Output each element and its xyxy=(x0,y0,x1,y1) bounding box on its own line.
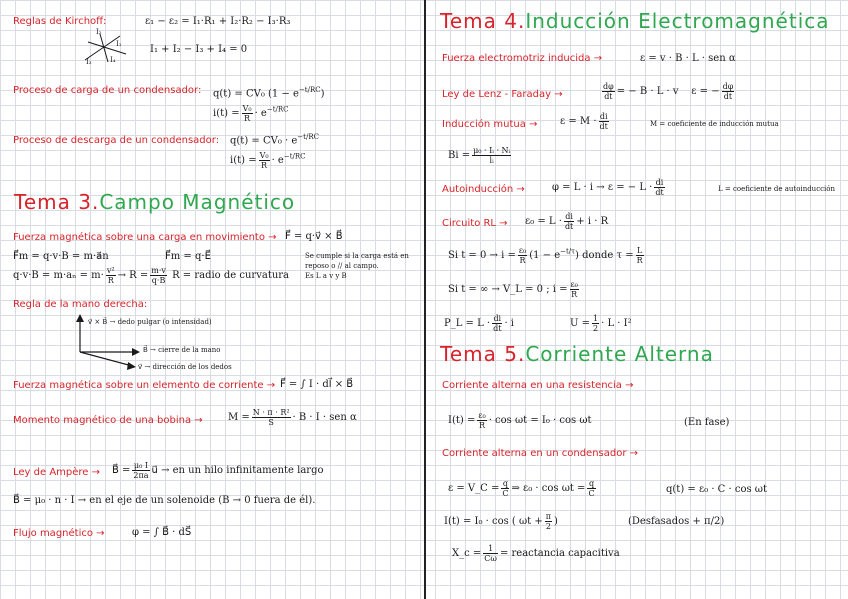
momento-eq: M = $\frac{\text{N · π · R²}}{S}$ · B · I · sen α xyxy=(228,408,357,427)
mutua-note: M = coeficiente de inducción mutua xyxy=(650,120,779,128)
fm-eq1: F⃗m = q·v·B = m·a⃗n xyxy=(13,251,109,262)
carga-q: q(t) = CV₀ $(1 - e^{-t/RC})$ xyxy=(213,86,325,100)
tema3-title: Tema 3.Campo Magnético xyxy=(14,190,296,214)
flujo-eq: φ = ∫ B⃗ · dS⃗ xyxy=(132,527,192,538)
fuerza-carga-label: Fuerza magnética sobre una carga en movimiento → xyxy=(13,232,277,243)
mano-f: v⃗ × B⃗ → dedo pulgar (o intensidad) xyxy=(88,318,212,326)
cond-eq: ε = V_C = $\frac{q}{C}$ ⇒ ε₀ · cos ωt = $\frac{q}{C}$ xyxy=(448,479,595,498)
node-label-i1: I₁ xyxy=(116,40,122,48)
rl-label: Circuito RL → xyxy=(442,218,508,229)
rl-eq: ε₀ = L · $\frac{di}{dt}$ + i · R xyxy=(525,212,609,231)
fem-label: Fuerza electromotriz inducida → xyxy=(442,53,603,64)
pl-eq: P_L = L · $\frac{di}{dt}$ · i xyxy=(444,314,515,333)
carga-label: Proceso de carga de un condensador: xyxy=(13,85,202,96)
node-label-i2: I₂ xyxy=(96,28,102,36)
auto-eq: φ = L · i → ε = − L · $\frac{di}{dt}$ xyxy=(552,178,664,197)
res-note: (En fase) xyxy=(684,417,730,428)
fuerza-corriente-eq: F⃗ = ∫ I · dl⃗ × B⃗ xyxy=(280,379,354,390)
it-eq: I(t) = I₀ · cos ( ωt + $\frac{\pi}{2}$ ) xyxy=(444,512,558,531)
bi-eq: Bi = $\frac{\text{μ₀ · Iᵢ · Nᵢ}}{\text{lᵢ}}$ xyxy=(448,146,511,165)
fuerza-corriente-label: Fuerza magnética sobre un elemento de corriente → xyxy=(13,380,276,391)
node-label-i4: I₄ xyxy=(110,56,116,64)
note-line2: reposo o // al campo. xyxy=(305,262,379,270)
res-label: Corriente alterna en una resistencia → xyxy=(442,380,634,391)
cond-label: Corriente alterna en un condensador → xyxy=(442,448,639,459)
auto-label: Autoinducción → xyxy=(442,184,525,195)
node-label-i3: I₃ xyxy=(86,58,92,66)
lenz-label: Ley de Lenz - Faraday → xyxy=(442,89,563,100)
xc-eq: X_c = $\frac{1}{C\omega}$ = reactancia capacitiva xyxy=(452,544,620,563)
auto-note: L = coeficiente de autoinducción xyxy=(718,185,835,193)
kirchhoff-eq1: ε₁ − ε₂ = I₁·R₁ + I₂·R₂ − I₃·R₃ xyxy=(145,16,291,27)
ampere-eq: B⃗ = $\frac{\text{μ₀ I}}{2\pi a}$ u⃗ → en un hilo infinitamente largo xyxy=(112,461,324,480)
mano-b: B⃗ → cierre de la mano xyxy=(143,346,221,354)
tema5-title: Tema 5.Corriente Alterna xyxy=(440,342,714,366)
kirchhoff-eq2: I₁ + I₂ − I₃ + I₄ = 0 xyxy=(150,44,248,55)
fem-eq: ε = v · B · L · sen α xyxy=(640,53,736,64)
it-note: (Desfasados + π/2) xyxy=(628,516,725,527)
radio-eq: q·v·B = m·aₙ = m· $\frac{\text{v²}}{R}$ → R = $\frac{m\cdot v}{q\cdot B}$ R = radio de curvatura xyxy=(13,266,290,285)
note-line3: Es L a v y B xyxy=(305,272,347,280)
mano-v: v⃗ → dirección de los dedos xyxy=(138,363,232,371)
descarga-i: i(t) = $\frac{\text{V₀}}{R}$ · $e^{-t/RC}$ xyxy=(230,151,306,170)
descarga-q: $q(t) = CV_0 \cdot e^{-t/RC}$ xyxy=(230,133,319,147)
mano-label: Regla de la mano derecha: xyxy=(13,299,148,310)
carga-i: i(t) = $\frac{\text{V₀}}{R}$ · $e^{-t/RC}$ xyxy=(213,104,289,123)
res-eq: I(t) = $\frac{\text{ε₀}}{R}$ · cos ωt = I₀ · cos ωt xyxy=(448,411,592,430)
cond-q: q(t) = ε₀ · C · cos ωt xyxy=(666,484,767,495)
u-eq: U = $\frac{1}{2}$ · L · I² xyxy=(570,314,632,333)
note-line1: Se cumple si la carga está en xyxy=(305,252,409,260)
siinf-eq: Si t = ∞ → V_L = 0 ; i = $\frac{\text{ε₀}}{R}$ xyxy=(448,280,578,299)
si0-eq: Si t = 0 → i = $\frac{\text{ε₀}}{R}$ $(1 - e^{-t/\tau})$ donde τ = $\frac{L}{R}$ xyxy=(448,246,643,265)
fuerza-carga-eq: F⃗ = q·v⃗ × B⃗ xyxy=(285,231,343,242)
lenz-eq: $\frac{d\varphi}{dt}$ = − B · L · v ε = − $\frac{d\varphi}{dt}$ xyxy=(603,82,734,101)
descarga-label: Proceso de descarga de un condensador: xyxy=(13,135,220,146)
fm-eq2: F⃗m = q·E⃗ xyxy=(165,251,211,262)
flujo-label: Flujo magnético → xyxy=(13,528,105,539)
mutua-label: Inducción mutua → xyxy=(442,119,538,130)
solenoide-eq: B⃗ = μ₀ · n · I → en el eje de un solenoide (B → 0 fuera de él). xyxy=(13,495,316,506)
ampere-label: Ley de Ampère → xyxy=(13,467,101,478)
momento-label: Momento magnético de una bobina → xyxy=(13,415,203,426)
kirchhoff-label: Reglas de Kirchoff: xyxy=(13,16,107,27)
page-divider xyxy=(424,0,426,599)
mutua-eq: ε = M · $\frac{di}{dt}$ xyxy=(560,112,608,131)
tema4-title: Tema 4.Inducción Electromagnética xyxy=(440,9,830,33)
